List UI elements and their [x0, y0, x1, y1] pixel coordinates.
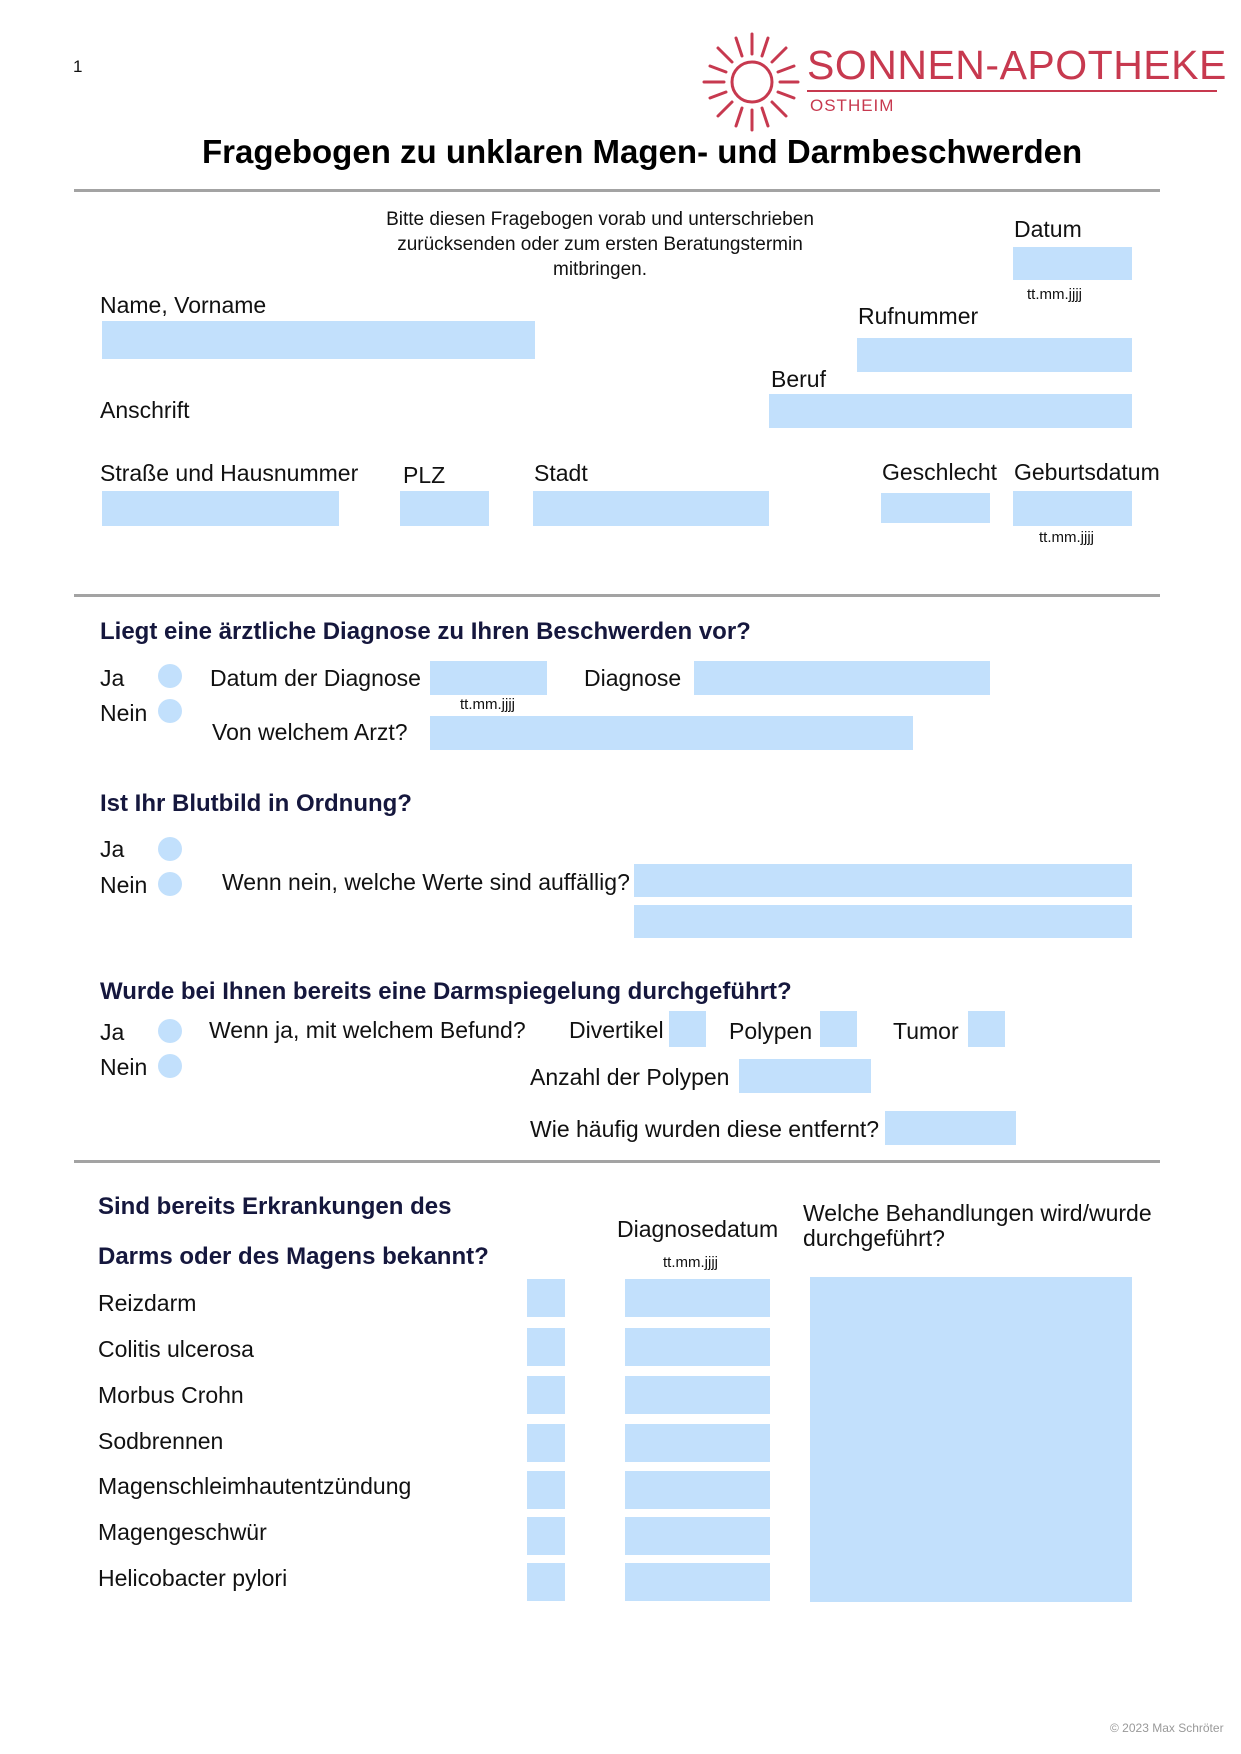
blutbild-ja-radio[interactable]: [158, 837, 182, 861]
werte-field-2[interactable]: [634, 905, 1132, 938]
item-checkbox[interactable]: [527, 1424, 565, 1462]
divertikel-field[interactable]: [669, 1011, 706, 1047]
item-date-field[interactable]: [625, 1471, 770, 1509]
darm-nein-label: Nein: [100, 1054, 148, 1080]
geschlecht-field[interactable]: [881, 493, 990, 523]
blutbild-nein-label: Nein: [100, 872, 148, 898]
item-checkbox[interactable]: [527, 1563, 565, 1601]
item-label: Magenschleimhautentzündung: [98, 1473, 412, 1499]
befund-label: Wenn ja, mit welchem Befund?: [209, 1017, 526, 1043]
plz-field[interactable]: [400, 491, 489, 526]
blutbild-nein-radio[interactable]: [158, 872, 182, 896]
diagnose-ja-label: Ja: [100, 665, 125, 691]
page-number: 1: [73, 57, 83, 76]
stadt-field[interactable]: [533, 491, 769, 526]
item-date-field[interactable]: [625, 1424, 770, 1462]
arzt-field[interactable]: [430, 716, 913, 750]
geburtsdatum-field[interactable]: [1013, 491, 1132, 526]
sun-logo-icon: [700, 32, 800, 132]
darm-nein-radio[interactable]: [158, 1054, 182, 1078]
item-checkbox[interactable]: [527, 1471, 565, 1509]
item-label: Magengeschwür: [98, 1519, 267, 1545]
entfernt-label: Wie häufig wurden diese entfernt?: [530, 1116, 880, 1142]
item-date-field[interactable]: [625, 1376, 770, 1414]
blutbild-ja-label: Ja: [100, 836, 125, 862]
entfernt-field[interactable]: [885, 1111, 1016, 1145]
anschrift-label: Anschrift: [100, 397, 190, 423]
polypen-field[interactable]: [820, 1011, 857, 1047]
copyright: © 2023 Max Schröter: [1110, 1721, 1224, 1735]
item-label: Sodbrennen: [98, 1428, 224, 1454]
diagnose-ja-radio[interactable]: [158, 664, 182, 688]
strasse-label: Straße und Hausnummer: [100, 460, 359, 486]
divider-personal: [74, 594, 1160, 597]
geschlecht-label: Geschlecht: [882, 459, 998, 485]
datum-label: Datum: [1014, 216, 1082, 242]
item-date-field[interactable]: [625, 1279, 770, 1317]
item-label: Reizdarm: [98, 1290, 197, 1316]
diagnosedatum-label: Diagnosedatum: [617, 1216, 779, 1242]
diagnose-datum-field[interactable]: [430, 661, 547, 695]
erkrankungen-heading-1: Sind bereits Erkrankungen des: [98, 1193, 452, 1220]
stadt-label: Stadt: [534, 460, 588, 486]
divider-darm: [74, 1160, 1160, 1163]
diagnose-label: Diagnose: [584, 665, 682, 691]
erkrankungen-heading-2: Darms oder des Magens bekannt?: [98, 1243, 489, 1270]
brand-name: SONNEN-APOTHEKE: [807, 42, 1227, 88]
strasse-field[interactable]: [102, 491, 339, 526]
anzahl-field[interactable]: [739, 1059, 871, 1093]
polypen-label: Polypen: [729, 1018, 813, 1044]
brand-logo: [700, 32, 1225, 132]
brand-sub: OSTHEIM: [810, 96, 895, 115]
geburtsdatum-hint: tt.mm.jjjj: [1039, 529, 1094, 546]
diagnose-heading: Liegt eine ärztliche Diagnose zu Ihren Beschwerden vor?: [100, 618, 751, 645]
tumor-field[interactable]: [968, 1011, 1005, 1047]
item-label: Morbus Crohn: [98, 1382, 244, 1408]
blutbild-heading: Ist Ihr Blutbild in Ordnung?: [100, 790, 412, 817]
behandlung-label: Welche Behandlungen wird/wurde durchgeführt?: [803, 1200, 1152, 1251]
geburtsdatum-label: Geburtsdatum: [1014, 459, 1160, 485]
tumor-label: Tumor: [893, 1018, 959, 1044]
item-checkbox[interactable]: [527, 1376, 565, 1414]
rufnummer-label: Rufnummer: [858, 303, 979, 329]
page-title: Fragebogen zu unklaren Magen- und Darmbeschwerden: [202, 133, 1083, 170]
divider-top: [74, 189, 1160, 192]
diagnose-nein-label: Nein: [100, 700, 148, 726]
diagnose-field[interactable]: [694, 661, 990, 695]
darm-ja-label: Ja: [100, 1019, 125, 1045]
divertikel-label: Divertikel: [569, 1017, 664, 1043]
plz-label: PLZ: [403, 462, 446, 488]
diagnose-datum-label: Datum der Diagnose: [210, 665, 421, 691]
behandlung-field[interactable]: [810, 1277, 1132, 1602]
beruf-field[interactable]: [769, 394, 1132, 428]
diagnose-datum-hint: tt.mm.jjjj: [460, 696, 515, 713]
datum-field[interactable]: [1013, 247, 1132, 280]
name-label: Name, Vorname: [100, 292, 267, 318]
rufnummer-field[interactable]: [857, 338, 1132, 372]
brand-underline: [807, 90, 1217, 92]
item-date-field[interactable]: [625, 1328, 770, 1366]
item-date-field[interactable]: [625, 1517, 770, 1555]
diagnosedatum-hint: tt.mm.jjjj: [663, 1254, 718, 1271]
item-checkbox[interactable]: [527, 1328, 565, 1366]
arzt-label: Von welchem Arzt?: [212, 719, 408, 745]
datum-hint: tt.mm.jjjj: [1027, 286, 1082, 303]
werte-field-1[interactable]: [634, 864, 1132, 897]
item-checkbox[interactable]: [527, 1517, 565, 1555]
item-label: Colitis ulcerosa: [98, 1336, 254, 1362]
beruf-label: Beruf: [771, 366, 826, 392]
darm-ja-radio[interactable]: [158, 1019, 182, 1043]
diagnose-nein-radio[interactable]: [158, 699, 182, 723]
item-checkbox[interactable]: [527, 1279, 565, 1317]
darmspiegelung-heading: Wurde bei Ihnen bereits eine Darmspiegelung durchgeführt?: [100, 978, 792, 1005]
werte-label: Wenn nein, welche Werte sind auffällig?: [222, 869, 630, 895]
name-field[interactable]: [102, 321, 535, 359]
item-label: Helicobacter pylori: [98, 1565, 288, 1591]
item-date-field[interactable]: [625, 1563, 770, 1601]
anzahl-label: Anzahl der Polypen: [530, 1064, 730, 1090]
instruction-note: Bitte diesen Fragebogen vorab und unterschrieben zurücksenden oder zum ersten Beratungstermin mitbringen.: [386, 209, 814, 280]
